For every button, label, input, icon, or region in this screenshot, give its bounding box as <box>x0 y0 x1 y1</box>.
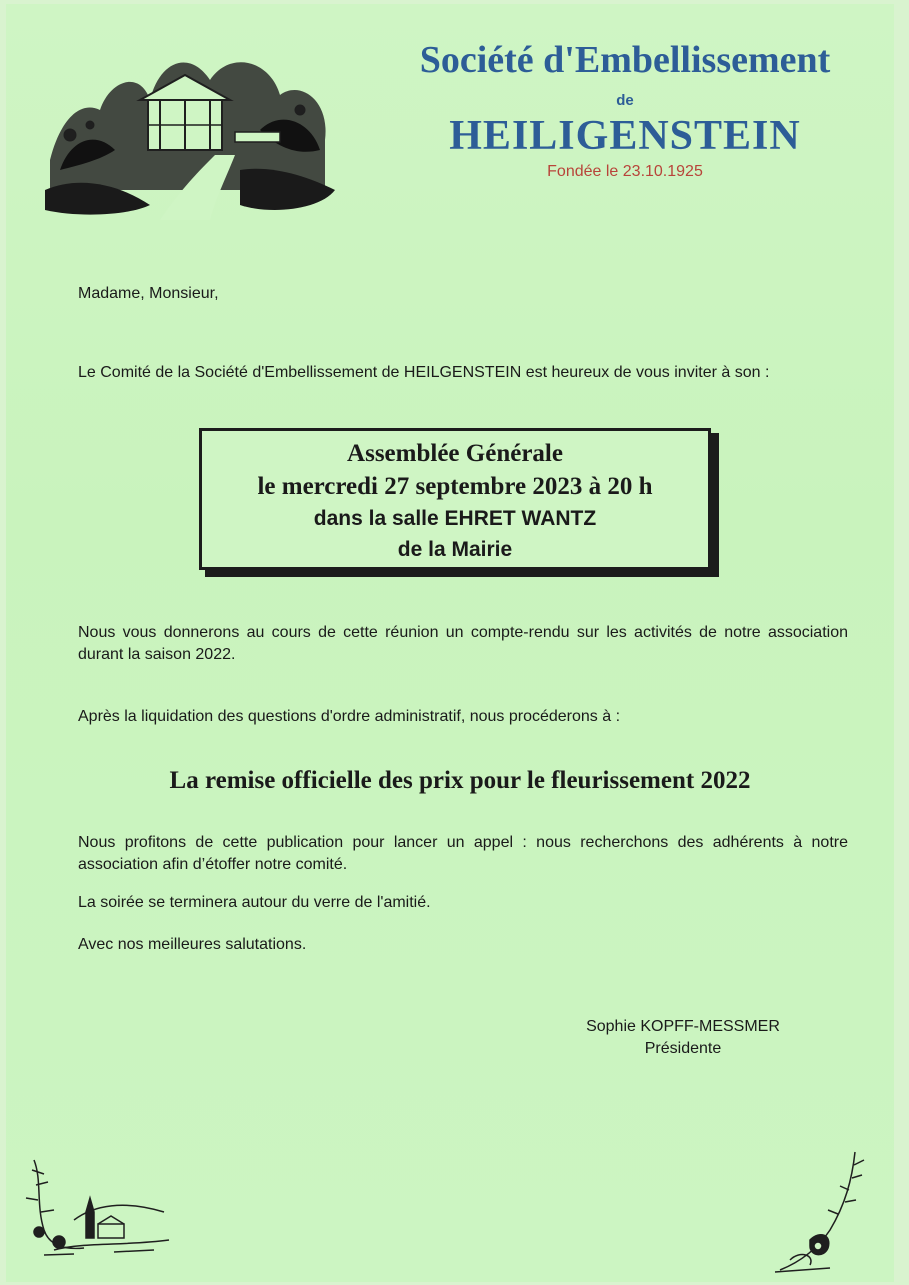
event-place: de la Mairie <box>397 538 513 561</box>
event-room: dans la salle EHRET WANTZ <box>313 507 597 530</box>
prize-heading: La remise officielle des prix pour le fleurissement 2022 <box>169 767 751 794</box>
signature-block <box>548 1016 818 1060</box>
salutation: Madame, Monsieur, <box>78 285 219 302</box>
event-box <box>199 428 711 570</box>
signatory-role: Présidente <box>644 1040 722 1057</box>
regards-line: Avec nos meilleures salutations. <box>78 936 307 953</box>
town-title: HEILIGENSTEIN <box>449 113 801 159</box>
signatory-name: Sophie KOPFF-MESSMER <box>586 1018 780 1035</box>
appeal-paragraph: Nous profitons de cette publication pour lancer un appel : nous recherchons des adhérents à notre association afin d’étoffer notre comité. <box>78 834 848 873</box>
flower-branch-icon <box>770 1150 870 1275</box>
closing-paragraph: La soirée se terminera autour du verre de l'amitié. <box>78 894 431 911</box>
gazebo-illustration-icon <box>40 40 340 220</box>
report-paragraph: Nous vous donnerons au cours de cette réunion un compte-rendu sur les activités de notre association durant la saison 2022. <box>78 624 848 663</box>
founded-date: Fondée le 23.10.1925 <box>547 163 703 180</box>
title-connector: de <box>616 92 634 109</box>
intro-paragraph: Le Comité de la Société d'Embellissement de HEILGENSTEIN est heureux de vous inviter à son : <box>78 364 770 381</box>
event-title: Assemblée Générale <box>347 440 563 467</box>
village-church-icon <box>14 1150 174 1260</box>
event-date: le mercredi 27 septembre 2023 à 20 h <box>257 473 653 500</box>
admin-paragraph: Après la liquidation des questions d'ordre administratif, nous procéderons à : <box>78 708 621 725</box>
society-title: Société d'Embellissement <box>419 39 831 81</box>
